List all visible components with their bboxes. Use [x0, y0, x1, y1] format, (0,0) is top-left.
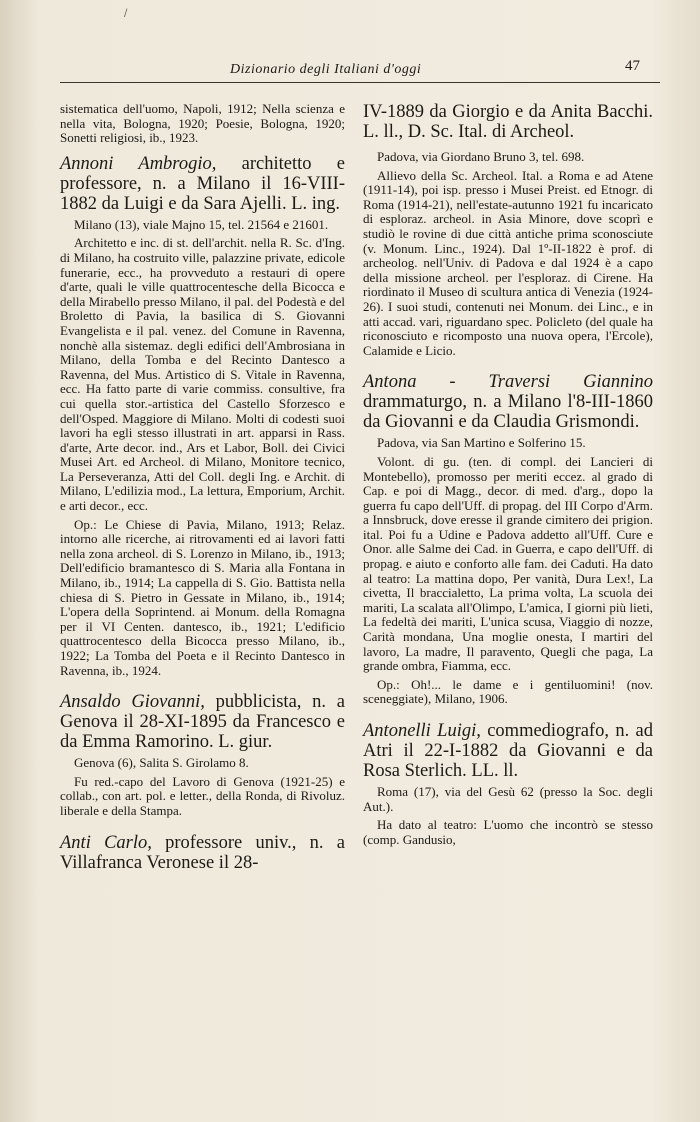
entry-works: Op.: Le Chiese di Pavia, Milano, 1913; Relaz. intorno alle ricerche, ai ritrovamenti ed ai lavori fatti nella zona archeol. di S. Lorenzo in Milano, ib., 1913; Dell'edificio bramantesco di S. Maria alla Fontana in Milano, ib., 1914; La cappella di S. Gio. Battista nella chiesa di S. Pietro in Gessate in Milano, ib., 1914; L'opera della Soprintend. ai Monum. della Romagna per il VI Centen. dantesco, ib., 1921; L'edificio quattrocentesco della Bicocca presso Milano, ib., 1922; La Tomba del Poeta e il Recinto Dantesco in Ravenna, ib., 1924. — [60, 516, 345, 678]
entry-summary: architetto e professore, n. a Milano il 16-VIII-1882 da Luigi e da Sara Ajelli. L. ing. — [60, 153, 345, 214]
right-column — [363, 102, 653, 847]
running-title: Dizionario degli Italiani d'oggi — [230, 62, 422, 77]
entry-anti-heading-continued: IV-1889 da Giorgio e da Anita Bacchi. L. ll., D. Sc. Ital. di Archeol. — [363, 102, 653, 142]
entry-works: Op.: Oh!... le dame e i gentiluomini! (nov. sceneggiate), Milano, 1906. — [363, 676, 653, 707]
entry-antona-traversi-heading — [363, 372, 653, 432]
entry-address: Genova (6), Salita S. Girolamo 8. — [74, 755, 249, 771]
entry-anti-heading — [60, 833, 345, 873]
entry-summary: drammaturgo, n. a Milano l'8-III-1860 da Giovanni e da Claudia Grismondi. — [363, 392, 653, 433]
entry-name: Anti Carlo, — [60, 832, 152, 853]
page-number: 47 — [625, 58, 640, 74]
entry-address: Milano (13), viale Majno 15, tel. 21564 e 21601. — [74, 216, 329, 232]
entry-address: Roma (17), via del Gesù 62 (presso la Soc. degli Aut.). — [363, 784, 653, 814]
entry-biography: Fu red.-capo del Lavoro di Genova (1921-25) e collab., con art. pol. e letter., della Ronda, di Rivoluz. liberale e della Stampa. — [60, 773, 345, 818]
entry-annoni-heading — [60, 154, 345, 214]
entry-antonelli-heading — [363, 721, 653, 781]
entry-name: Ansaldo Giovanni, — [60, 692, 205, 713]
left-column — [60, 102, 345, 873]
entry-address: Padova, via San Martino e Solferino 15. — [377, 435, 586, 451]
entry-name: Annoni Ambrogio, — [60, 153, 217, 174]
entry-name: Antonelli Luigi, — [363, 721, 481, 741]
entry-biography: Architetto e inc. di st. dell'archit. nella R. Sc. d'Ing. di Milano, ha costruito ville, palazzine private, edicole funerarie, ecc., ha provveduto a restauri di opere d'arte, quali le ville quattrocentesche della Bicocca e della Mirabello presso Milano, il pal. del Podestà e del Broletto di Pavia, la basilica di S. Giovanni Evangelista e il pal. venez. del Comune in Ravenna, nonchè alla sistemaz. degli edifici dell'Ambrosiana in Milano, della Tomba e del Recinto Dantesco a Ravenna, del Mus. Artistico di S. Vitale in Ravenna, ecc. Ha fatto parte di varie commiss. consultive, fra cui quella stor.-artistica del Castello Sforzesco e dell'Osped. Maggiore di Milano. Molti di codesti suoi lavori ha egli stesso illustrati in art. apparsi in Rass. d'arte, Arte decor. ind., Ars et Labor, Boll. dei Civici Musei Art. ed Archeol. di Milano, Monitore tecnico, La Perseveranza, Atti del Coll. degli Ing. e Archit. di Milano, L'edilizia mod., La lettura, Emporium, Archit. e arti decor., ecc. — [60, 235, 345, 514]
entry-summary: professore univ., n. a Villafranca Veronese il 28- — [60, 832, 345, 873]
entry-name: Antona - Traversi Giannino — [363, 372, 653, 393]
entry-biography: Ha dato al teatro: L'uomo che incontrò se stesso (comp. Gandusio, — [363, 817, 653, 847]
page-header — [60, 58, 660, 83]
entry-biography: Allievo della Sc. Archeol. Ital. a Roma e ad Atene (1911-14), poi isp. presso i Musei Preist. ed Etnogr. di Roma (1914-21), nell'estate-autunno 1921 fu incaricato di esploraz. archeol. in Asia Minore, dove scoprì e studiò le rovine di due città antiche prima sconosciute (v. Monum. Linc., 1924). Dal 1º-II-1822 è prof. di archeolog. nell'Univ. di Padova e dal 1924 è a capo della missione archeol. per l'esploraz. di Cirene. Ha riordinato il Museo di scultura antica di Venezia (1924-26). I suoi studi, contenuti nei Monum. dei Linc., e in atti accad. vari, riguardano spec. Policleto (del quale ha riconosciuto e ricomposto una nuova opera, l'Ercole), Calamide e Licio. — [363, 167, 653, 358]
entry-address: Padova, via Giordano Bruno 3, tel. 698. — [377, 149, 585, 164]
entry-ansaldo-heading — [60, 692, 345, 752]
margin-mark: / — [124, 8, 128, 19]
entry-biography: Volont. di gu. (ten. di compl. dei Lancieri di Montebello), promosso per meriti eccez. al grado di Cap. e poi di Magg., decor. di med. d'arg., dopo la guerra fu capo dell'Uff. di propag. del III Corpo d'Arm. a Innsbruck, dove eresse il grande cimitero dei prigion. ital. Poi fu a Udine e Padova addetto all'Uff. Cure e Onor. alle Salme dei Cad. in Guerra, e capo dell'Uff. di propag. e aiuto e conforto alle fam. dei Caduti. Ha dato al teatro: La mattina dopo, Per vanità, Dura Lex!, La civetta, Il braccialetto, La prima volta, La scuola dei mariti, La scalata all'Olimpo, L'amica, I giorni più lieti, La fedeltà dei mariti, L'unica scusa, Viaggio di nozze, Carità mondana, Una moglie onesta, I martiri del lavoro, La madre, Il paravento, Quegli che paga, La grande ombra, Fiamma, ecc. — [363, 453, 653, 674]
entry-summary: pubblicista, n. a Genova il 28-XI-1895 da Francesco e da Emma Ramorino. L. giur. — [60, 692, 345, 753]
entry-summary: commediografo, n. ad Atri il 22-I-1882 da Giovanni e da Rosa Sterlich. LL. ll. — [363, 721, 654, 781]
entry-fragment-text: sistematica dell'uomo, Napoli, 1912; Nella scienza e nella vita, Bologna, 1920; Poesie, Bologna, 1920; Sonetti religiosi, ib., 1923. — [60, 101, 345, 146]
